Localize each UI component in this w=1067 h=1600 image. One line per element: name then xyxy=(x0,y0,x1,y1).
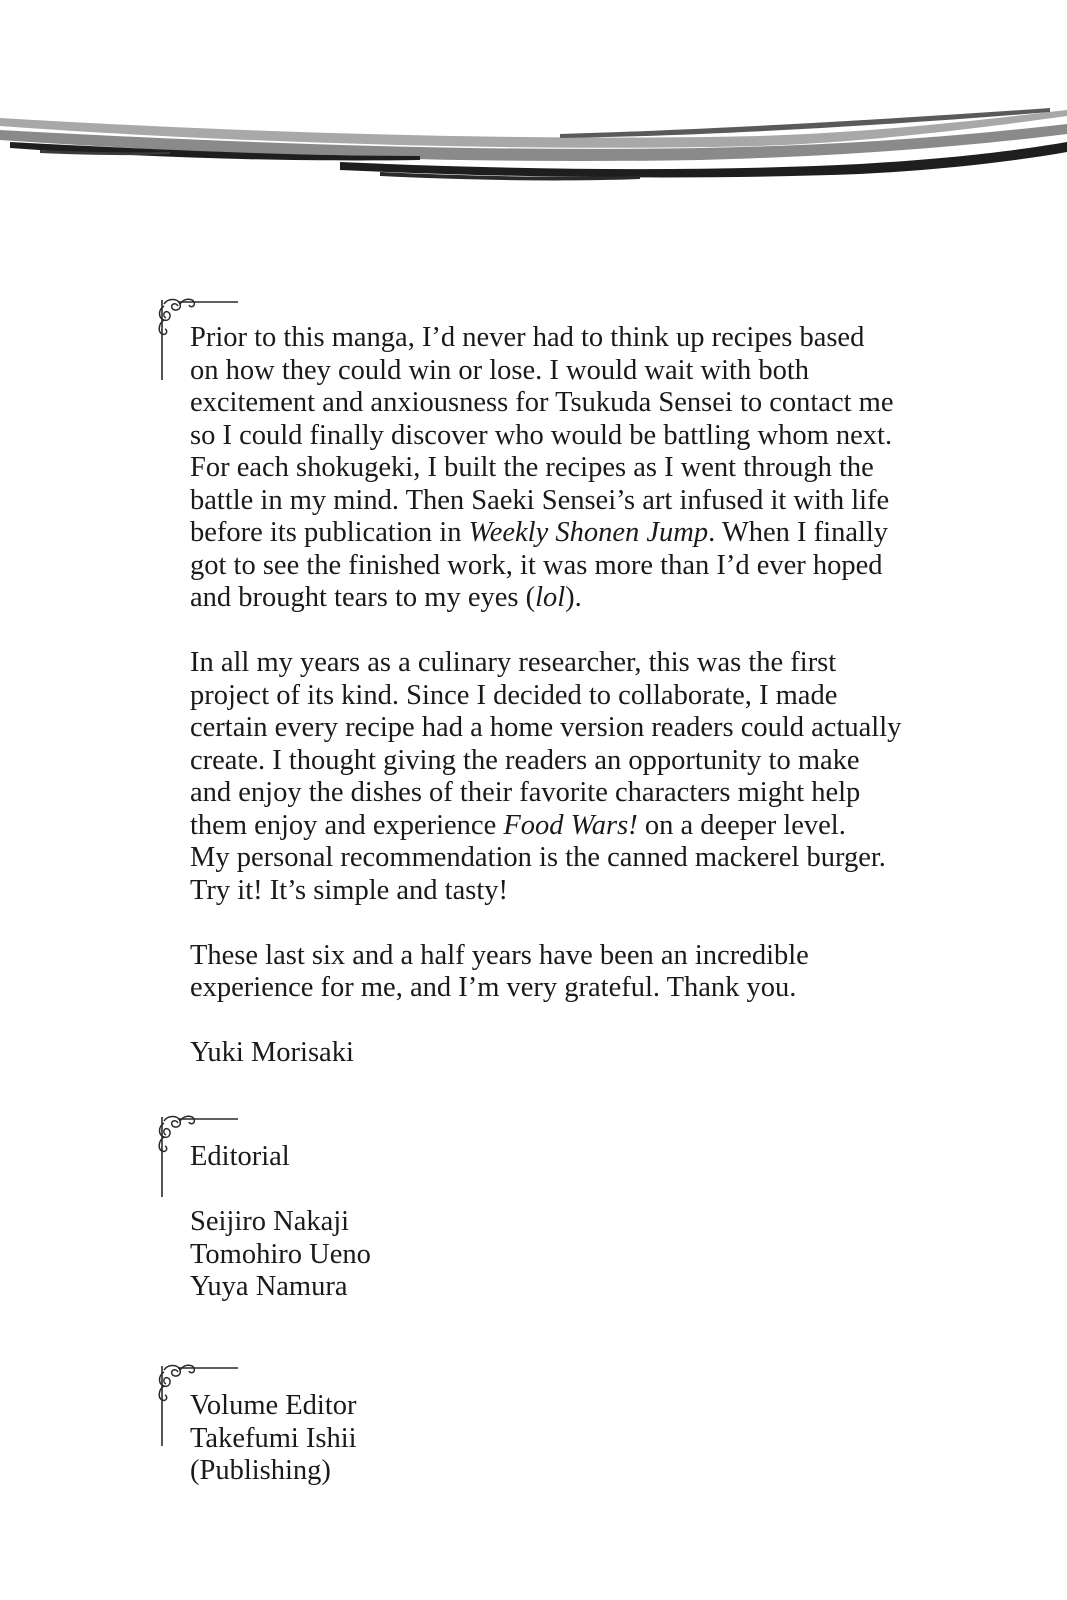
text-line: got to see the finished work, it was more than I’d ever hoped xyxy=(190,549,883,581)
text-line: certain every recipe had a home version readers could actually xyxy=(190,712,902,743)
afterword-paragraph xyxy=(190,322,950,615)
text-line: experience for me, and I’m very grateful. Thank you. xyxy=(190,972,797,1003)
text-line: In all my years as a culinary researcher, this was the first xyxy=(190,647,837,678)
text-line: Try it! It’s simple and tasty! xyxy=(190,874,508,906)
text-line xyxy=(190,582,950,615)
credit-role: (Publishing) xyxy=(190,1455,331,1486)
text-line: battle in my mind. Then Saeki Sensei’s art infused it with life xyxy=(190,484,890,516)
editorial-names xyxy=(190,1206,950,1304)
afterword-message xyxy=(190,322,950,1070)
text-fragment: . When I finally xyxy=(708,517,889,548)
section-heading: Editorial xyxy=(190,1141,290,1172)
magazine-title: Weekly Shonen Jump xyxy=(468,517,709,548)
text-line: excitement and anxiousness for Tsukuda Sensei to contact me xyxy=(190,387,894,418)
text-line: project of its kind. Since I decided to collaborate, I made xyxy=(190,679,838,711)
volume-editor-credit xyxy=(190,1390,950,1488)
text-fragment: and brought tears to my eyes ( xyxy=(190,582,536,613)
section-heading: Volume Editor xyxy=(190,1390,357,1421)
afterword-paragraph xyxy=(190,647,950,907)
editorial-section xyxy=(190,1141,950,1304)
editorial-heading-block xyxy=(190,1141,950,1174)
text-fragment: them enjoy and experience xyxy=(190,809,504,841)
text-fragment: on a deeper level. xyxy=(637,809,846,841)
credit-name: Seijiro Nakaji xyxy=(190,1206,350,1237)
author-signature: Yuki Morisaki xyxy=(190,1037,354,1068)
text-line: These last six and a half years have been an incredible xyxy=(190,939,809,971)
text-line xyxy=(190,517,950,550)
series-title: Food Wars! xyxy=(503,809,638,841)
text-line: and enjoy the dishes of their favorite characters might help xyxy=(190,777,861,808)
text-line: Prior to this manga, I’d never had to think up recipes based xyxy=(190,322,865,353)
credit-name: Takefumi Ishii xyxy=(190,1422,357,1454)
credit-name: Tomohiro Ueno xyxy=(190,1238,371,1270)
text-line: on how they could win or lose. I would wait with both xyxy=(190,354,810,386)
text-line: create. I thought giving the readers an opportunity to make xyxy=(190,744,860,776)
afterword-paragraph xyxy=(190,940,950,1005)
text-line: My personal recommendation is the canned mackerel burger. xyxy=(190,842,886,873)
brush-stroke-divider xyxy=(0,90,1067,200)
text-line xyxy=(190,810,950,843)
text-line: For each shokugeki, I built the recipes as I went through the xyxy=(190,452,874,483)
text-fragment: before its publication in xyxy=(190,517,469,548)
text-fragment: ). xyxy=(565,582,582,613)
volume-editor-section xyxy=(190,1390,950,1488)
credit-name: Yuya Namura xyxy=(190,1271,348,1302)
text-line: so I could finally discover who would be battling whom next. xyxy=(190,419,893,451)
italic-aside: lol xyxy=(535,582,566,613)
signature xyxy=(190,1037,950,1070)
